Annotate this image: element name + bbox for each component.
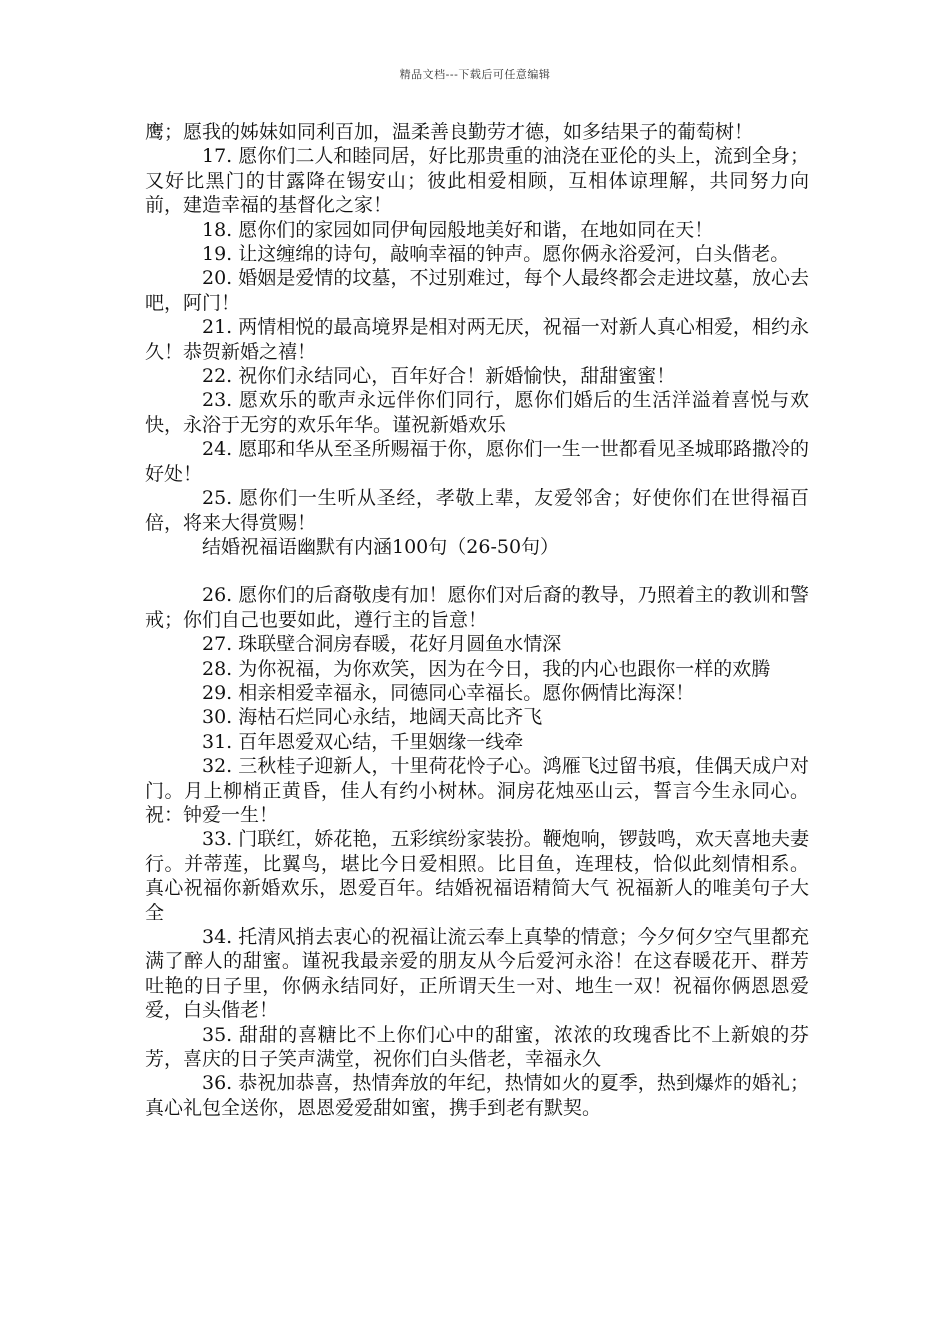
paragraph-27: 27. 珠联壁合洞房春暖，花好月圆鱼水情深 xyxy=(202,633,562,656)
paragraph-32: 32. 三秋桂子迎新人，十里荷花怜子心。鸿雁飞过留书痕，佳偶天成户对门。月上柳梢正黄昏，佳人有约小树林。洞房花烛巫山云，誓言今生永同心。祝：钟爱一生！ xyxy=(145,755,809,826)
paragraph-23: 23. 愿欢乐的歌声永远伴你们同行，愿你们婚后的生活洋溢着喜悦与欢快，永浴于无穷的欢乐年华。谨祝新婚欢乐 xyxy=(145,389,809,436)
blank-line xyxy=(145,559,809,583)
paragraph-31: 31. 百年恩爱双心结，千里姻缘一线牵 xyxy=(202,730,524,753)
paragraph-22: 22. 祝你们永结同心，百年好合！新婚愉快，甜甜蜜蜜！ xyxy=(202,365,676,388)
paragraph-24: 24. 愿耶和华从至圣所赐福于你，愿你们一生一世都看见圣城耶路撒冷的好处！ xyxy=(145,438,809,485)
paragraph-25: 25. 愿你们一生听从圣经，孝敬上辈，友爱邻舍；好使你们在世得福百倍，将来大得赏赐！ xyxy=(145,487,809,534)
paragraph-21: 21. 两情相悦的最高境界是相对两无厌，祝福一对新人真心相爱，相约永久！恭贺新婚之禧！ xyxy=(145,316,809,363)
paragraph-30: 30. 海枯石烂同心永结，地阔天高比齐飞 xyxy=(202,706,543,729)
paragraph-28: 28. 为你祝福，为你欢笑，因为在今日，我的内心也跟你一样的欢腾 xyxy=(202,657,771,680)
paragraph-34: 34. 托清风捎去衷心的祝福让流云奉上真挚的情意；今夕何夕空气里都充满了醉人的甜蜜。谨祝我最亲爱的朋友从今后爱河永浴！在这春暖花开、群芳吐艳的日子里，你俩永结同好，正所谓天生一对、地生一双！祝福你俩恩恩爱爱，白头偕老！ xyxy=(145,926,809,1022)
paragraph-36: 36. 恭祝加恭喜，热情奔放的年纪，热情如火的夏季，热到爆炸的婚礼；真心礼包全送你，恩恩爱爱甜如蜜，携手到老有默契。 xyxy=(145,1072,809,1119)
page-header: 精品文档---下载后可任意编辑 xyxy=(399,68,551,81)
paragraph-continuation: 鹰；愿我的姊妹如同利百加，温柔善良勤劳才德，如多结果子的葡萄树！ xyxy=(145,121,754,143)
paragraph-26: 26. 愿你们的后裔敬虔有加！愿你们对后裔的教导，乃照着主的教训和警戒；你们自己也要如此，遵行主的旨意！ xyxy=(145,584,809,631)
document-body xyxy=(145,120,809,1120)
paragraph-33: 33. 门联红，娇花艳，五彩缤纷家装扮。鞭炮响，锣鼓鸣，欢天喜地夫妻行。并蒂莲，比翼鸟，堪比今日爱相照。比目鱼，连理枝，恰似此刻情相系。真心祝福你新婚欢乐，恩爱百年。结婚祝福语精简大气 祝福新人的唯美句子大全 xyxy=(145,828,809,924)
paragraph-18: 18. 愿你们的家园如同伊甸园般地美好和谐，在地如同在天！ xyxy=(202,218,714,241)
paragraph-35: 35. 甜甜的喜糖比不上你们心中的甜蜜，浓浓的玫瑰香比不上新娘的芬芳，喜庆的日子笑声满堂，祝你们白头偕老，幸福永久 xyxy=(145,1023,809,1071)
paragraph-29: 29. 相亲相爱幸福永，同德同心幸福长。愿你俩情比海深！ xyxy=(202,681,695,704)
section-heading: 结婚祝福语幽默有内涵100句（26-50句） xyxy=(202,535,560,558)
paragraph-20: 20. 婚姻是爱情的坟墓，不过别难过，每个人最终都会走进坟墓，放心去吧，阿门！ xyxy=(145,267,809,314)
paragraph-19: 19. 让这缠绵的诗句，敲响幸福的钟声。愿你俩永浴爱河，白头偕老。 xyxy=(202,243,790,266)
paragraph-17: 17. 愿你们二人和睦同居，好比那贵重的油浇在亚伦的头上，流到全身；又好比黑门的甘露降在锡安山；彼此相爱相顾，互相体谅理解，共同努力向前，建造幸福的基督化之家！ xyxy=(145,145,809,217)
